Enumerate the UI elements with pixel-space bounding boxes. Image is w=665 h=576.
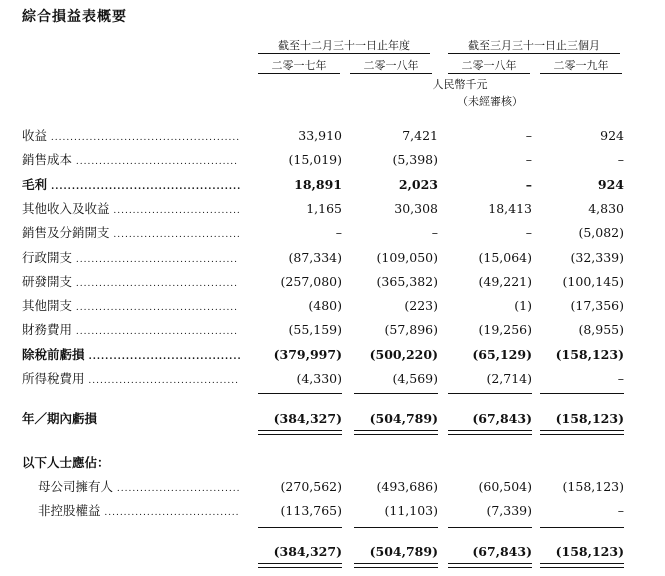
attr-row-label [38,502,240,522]
leader-dots: ....................................... [84,376,239,386]
row-label-text: 銷售及分銷開支 [22,225,110,240]
net-loss-2017: (384,327) [273,411,342,426]
row-value: (57,896) [384,322,438,337]
leader-dots: ................................................. [47,133,241,143]
row-label [22,321,238,341]
row-label [22,176,241,196]
subtotal-rule [540,393,624,394]
net-loss-2018-q1: (67,843) [472,411,532,426]
row-value: 33,910 [298,128,342,143]
row-value: (49,221) [478,274,532,289]
net-loss-2018: (504,789) [369,411,438,426]
leader-dots: .......................................... [72,279,239,289]
row-label-text: 其他開支 [22,298,73,313]
leader-dots: ................................. [109,230,241,240]
row-label-text: 毛利 [22,177,48,192]
row-value: (158,123) [555,347,624,362]
leader-dots: ................................. [109,206,241,216]
attr-row-label-text: 非控股權益 [38,503,101,518]
attr-row-value: (270,562) [280,479,342,494]
leader-dots: ..................................... [84,352,242,362]
attr-row-label-text: 母公司擁有人 [38,479,114,494]
double-underline [540,563,624,568]
row-value: (55,159) [288,322,342,337]
row-value: (19,256) [478,322,532,337]
row-label-text: 收益 [22,128,48,143]
row-value: (379,997) [273,347,342,362]
row-value: 924 [600,128,624,143]
net-loss-2019-q1: (158,123) [555,411,624,426]
subtotal-rule [258,527,342,528]
row-value: – [525,128,532,143]
row-value: 18,413 [488,201,532,216]
row-label-text: 所得稅費用 [22,371,85,386]
header-rule [540,73,622,74]
subtotal-rule [258,393,342,394]
leader-dots: .......................................... [72,255,239,265]
header-rule [258,53,430,54]
row-value: 4,830 [588,201,624,216]
attr-row-value: (7,339) [486,503,532,518]
row-value: (5,398) [392,152,438,167]
attr-total-2019-q1: (158,123) [555,544,624,559]
row-value: – [617,371,624,386]
leader-dots: ................................... [100,508,240,518]
double-underline [354,430,438,435]
subtotal-rule [540,527,624,528]
leader-dots: .......................................... [72,327,239,337]
col-header-2018: 二零一八年 [363,59,419,72]
subtotal-rule [448,393,532,394]
row-label [22,370,239,390]
row-value: (8,955) [578,322,624,337]
row-label [22,151,238,171]
row-value: – [525,225,532,240]
double-underline [448,430,532,435]
row-value: 2,023 [398,177,438,192]
row-value: (223) [404,298,438,313]
row-value: (15,019) [288,152,342,167]
row-value: (15,064) [478,250,532,265]
attr-total-2018: (504,789) [369,544,438,559]
row-label [22,273,238,293]
col-header-2019-q1: 二零一九年 [553,59,609,72]
row-value: (4,569) [392,371,438,386]
row-value: – [617,152,624,167]
row-value: (365,382) [376,274,438,289]
attr-row-value: (60,504) [478,479,532,494]
row-label [22,224,241,244]
double-underline [540,430,624,435]
page-title: 綜合損益表概要 [22,9,127,25]
row-label-text: 研發開支 [22,274,73,289]
row-value: 1,165 [306,201,342,216]
row-value: 924 [597,177,624,192]
row-label [22,297,238,317]
attributable-heading: 以下人士應佔： [22,455,110,470]
row-value: – [525,152,532,167]
row-value: (100,145) [562,274,624,289]
row-value: (65,129) [472,347,532,362]
row-label [22,127,240,147]
row-value: (5,082) [578,225,624,240]
row-value: (32,339) [570,250,624,265]
leader-dots: .............................................. [47,182,242,192]
subtotal-rule [448,527,532,528]
row-value: (4,330) [296,371,342,386]
double-underline [448,563,532,568]
leader-dots: .......................................... [72,303,239,313]
row-value: (480) [308,298,342,313]
col-header-2017: 二零一七年 [271,59,327,72]
row-value: 7,421 [402,128,438,143]
row-value: (17,356) [570,298,624,313]
attr-total-2018-q1: (67,843) [472,544,532,559]
row-label-text: 行政開支 [22,250,73,265]
header-rule [258,73,340,74]
col-header-2018-q1: 二零一八年 [461,59,517,72]
header-rule [448,73,530,74]
row-value: (2,714) [486,371,532,386]
attr-row-value: – [617,503,624,518]
subtotal-rule [354,393,438,394]
double-underline [258,430,342,435]
row-value: 30,308 [394,201,438,216]
audit-note: （未經審核） [457,95,523,108]
row-label-text: 除稅前虧損 [22,347,85,362]
row-value: (500,220) [369,347,438,362]
row-value: (1) [514,298,532,313]
row-label [22,346,242,366]
header-rule [448,53,620,54]
attr-total-2017: (384,327) [273,544,342,559]
double-underline [258,563,342,568]
attr-row-label [38,478,240,498]
row-label-text: 銷售成本 [22,152,73,167]
row-value: 18,891 [294,177,342,192]
attr-row-value: (158,123) [562,479,624,494]
row-value: (109,050) [376,250,438,265]
leader-dots: .......................................... [72,157,239,167]
header-group-year: 截至十二月三十一日止年度 [278,39,410,52]
header-rule [350,73,432,74]
row-label-text: 財務費用 [22,322,73,337]
row-value: (87,334) [288,250,342,265]
header-group-quarter: 截至三月三十一日止三個月 [468,39,600,52]
row-label [22,200,241,220]
attr-row-value: (113,765) [280,503,342,518]
row-value: (257,080) [280,274,342,289]
leader-dots: ................................ [113,484,241,494]
unit-label: 人民幣千元 [432,78,488,91]
row-value: – [525,177,532,192]
net-loss-label: 年／期內虧損 [22,411,98,426]
row-label-text: 其他收入及收益 [22,201,110,216]
double-underline [354,563,438,568]
row-value: – [431,225,438,240]
subtotal-rule [354,527,438,528]
attr-row-value: (493,686) [376,479,438,494]
row-value: – [335,225,342,240]
row-label [22,249,238,269]
attr-row-value: (11,103) [384,503,438,518]
